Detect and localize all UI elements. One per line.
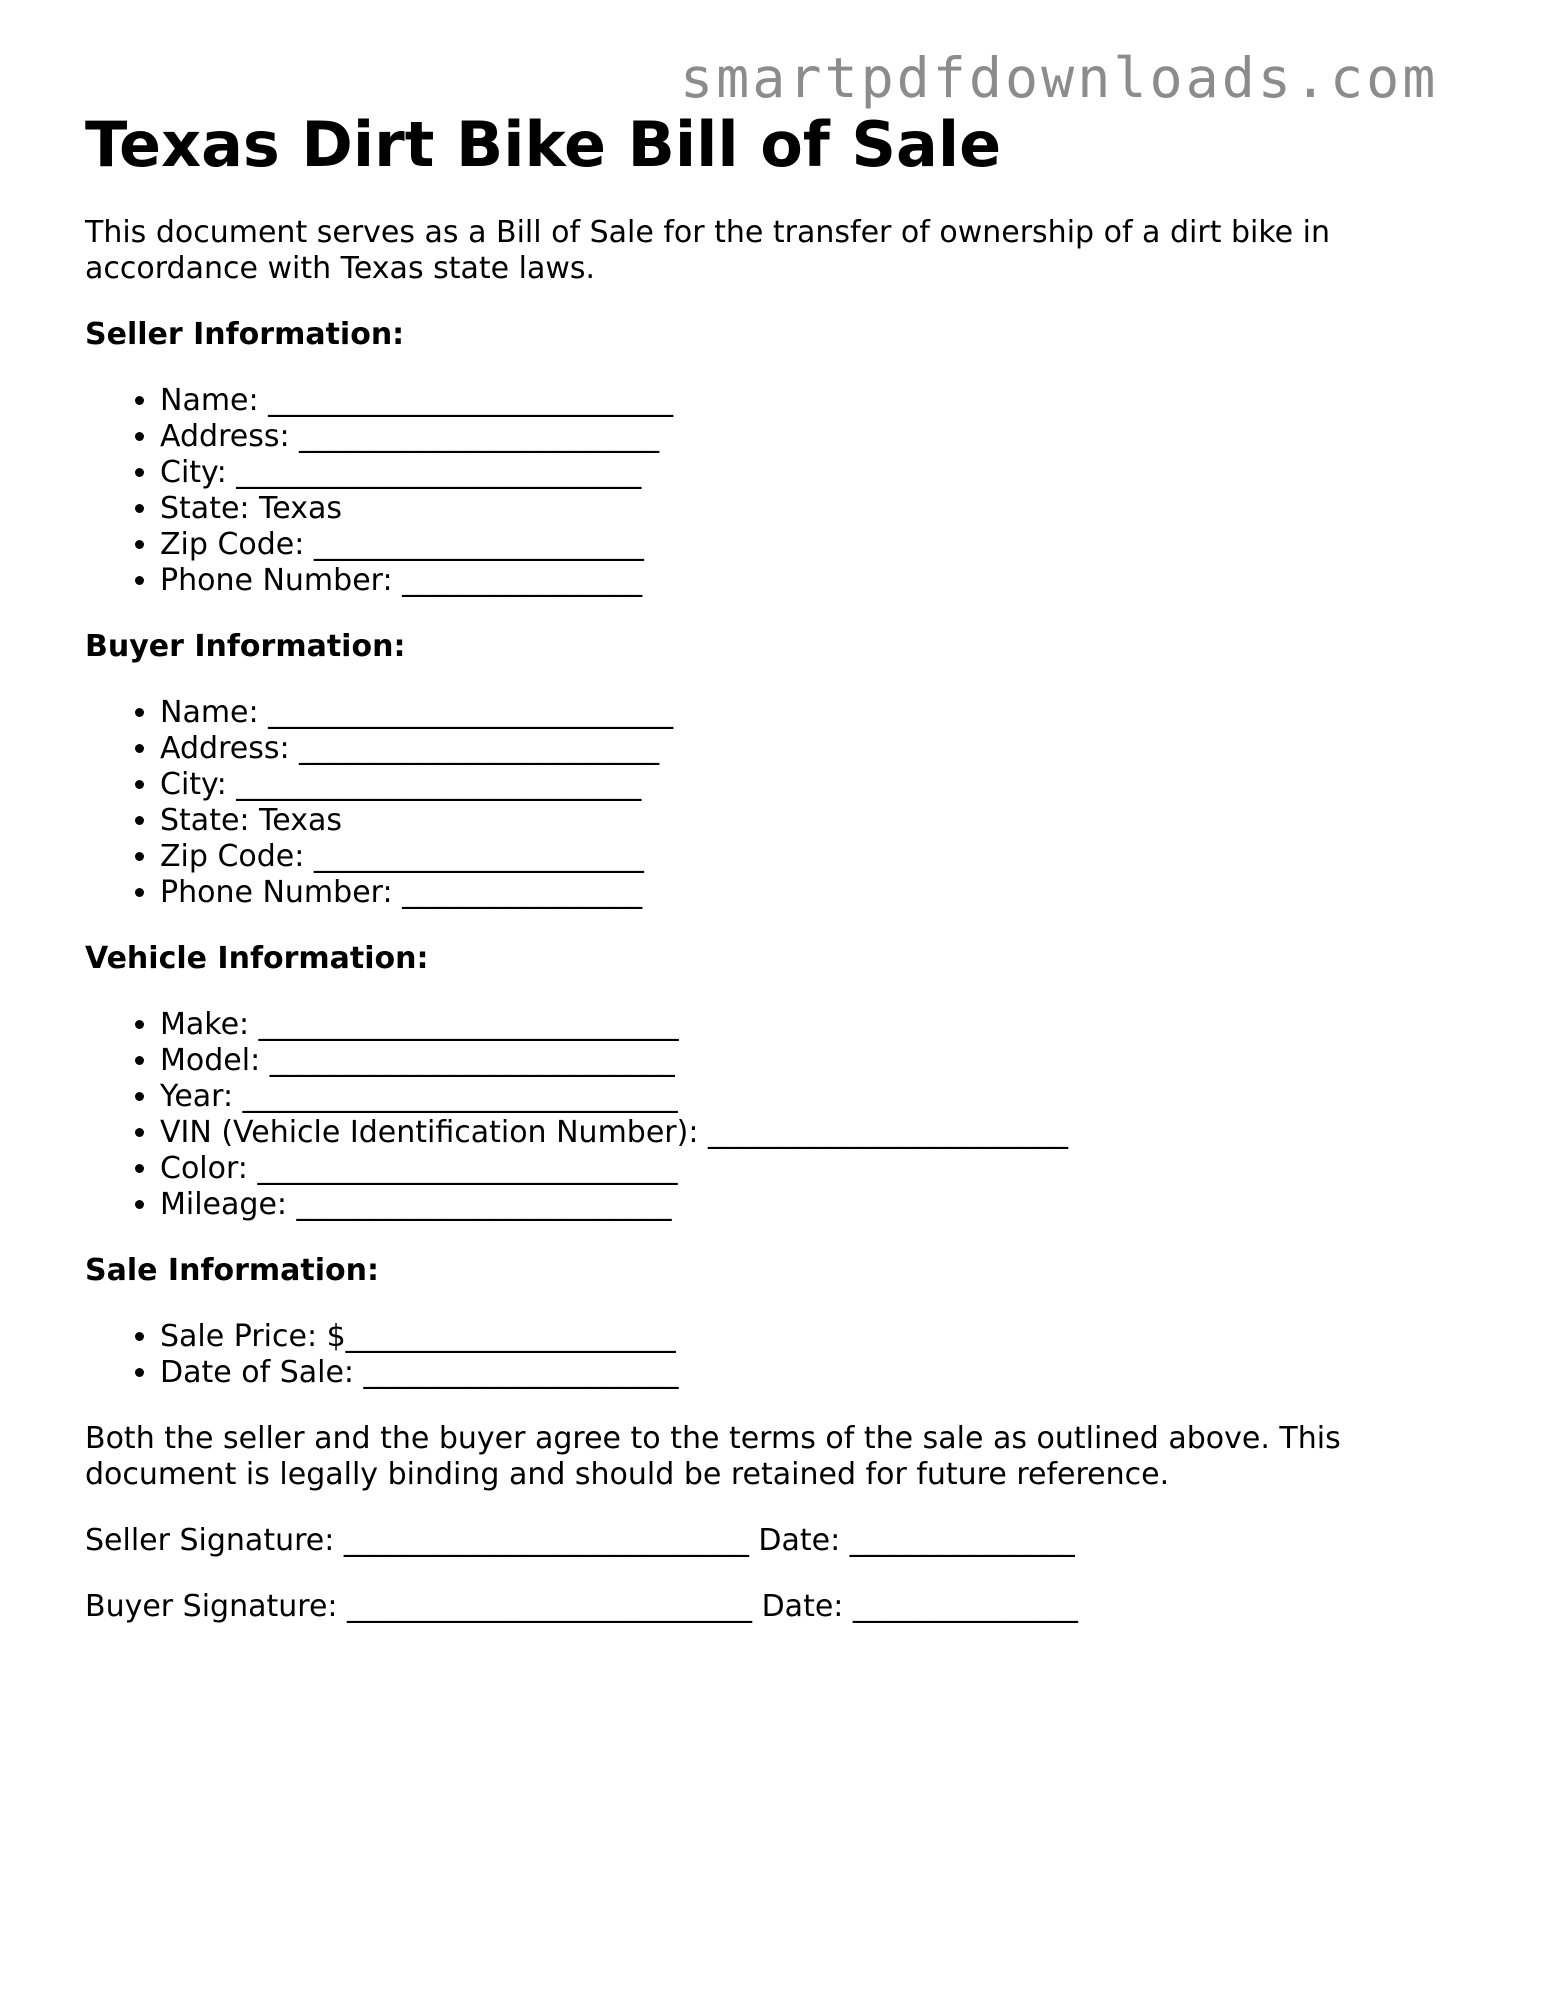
buyer-section bbox=[85, 629, 1445, 911]
buyer-field-list bbox=[85, 695, 1445, 911]
sale-heading: Sale Information: bbox=[85, 1253, 379, 1288]
watermark: smartpdfdownloads.com bbox=[680, 46, 1439, 110]
buyer-heading: Buyer Information: bbox=[85, 629, 406, 664]
seller-name-field[interactable]: • Name: ___________________________ bbox=[160, 383, 1445, 419]
sale-date-field[interactable]: • Date of Sale: _____________________ bbox=[160, 1355, 1445, 1391]
buyer-zip-field[interactable]: • Zip Code: ______________________ bbox=[160, 839, 1445, 875]
vehicle-vin-field[interactable]: • VIN (Vehicle Identification Number): ________________________ bbox=[160, 1115, 1445, 1151]
seller-field-list bbox=[85, 383, 1445, 599]
vehicle-section bbox=[85, 941, 1445, 1223]
intro-paragraph: This document serves as a Bill of Sale for the transfer of ownership of a dirt bike in accordance with Texas state laws. bbox=[85, 215, 1331, 286]
seller-signature-line[interactable]: Seller Signature: ___________________________ Date: _______________ bbox=[85, 1523, 1075, 1558]
seller-state-field: • State: Texas bbox=[160, 491, 1445, 527]
vehicle-mileage-field[interactable]: • Mileage: _________________________ bbox=[160, 1187, 1445, 1223]
document-page bbox=[85, 105, 1445, 1625]
buyer-phone-field[interactable]: • Phone Number: ________________ bbox=[160, 875, 1445, 911]
vehicle-heading: Vehicle Information: bbox=[85, 941, 429, 976]
seller-city-field[interactable]: • City: ___________________________ bbox=[160, 455, 1445, 491]
seller-zip-field[interactable]: • Zip Code: ______________________ bbox=[160, 527, 1445, 563]
buyer-signature-line[interactable]: Buyer Signature: ___________________________ Date: _______________ bbox=[85, 1589, 1078, 1624]
vehicle-year-field[interactable]: • Year: _____________________________ bbox=[160, 1079, 1445, 1115]
buyer-city-field[interactable]: • City: ___________________________ bbox=[160, 767, 1445, 803]
sale-section bbox=[85, 1253, 1445, 1391]
closing-paragraph: Both the seller and the buyer agree to the terms of the sale as outlined above. This document is legally binding and should be retained for future reference. bbox=[85, 1421, 1341, 1492]
seller-section bbox=[85, 317, 1445, 599]
vehicle-color-field[interactable]: • Color: ____________________________ bbox=[160, 1151, 1445, 1187]
sale-field-list bbox=[85, 1319, 1445, 1391]
seller-heading: Seller Information: bbox=[85, 317, 405, 352]
sale-price-field[interactable]: • Sale Price: $______________________ bbox=[160, 1319, 1445, 1355]
seller-address-field[interactable]: • Address: ________________________ bbox=[160, 419, 1445, 455]
vehicle-field-list bbox=[85, 1007, 1445, 1223]
buyer-state-field: • State: Texas bbox=[160, 803, 1445, 839]
buyer-name-field[interactable]: • Name: ___________________________ bbox=[160, 695, 1445, 731]
seller-phone-field[interactable]: • Phone Number: ________________ bbox=[160, 563, 1445, 599]
vehicle-make-field[interactable]: • Make: ____________________________ bbox=[160, 1007, 1445, 1043]
buyer-address-field[interactable]: • Address: ________________________ bbox=[160, 731, 1445, 767]
vehicle-model-field[interactable]: • Model: ___________________________ bbox=[160, 1043, 1445, 1079]
document-title: Texas Dirt Bike Bill of Sale bbox=[85, 108, 1002, 181]
